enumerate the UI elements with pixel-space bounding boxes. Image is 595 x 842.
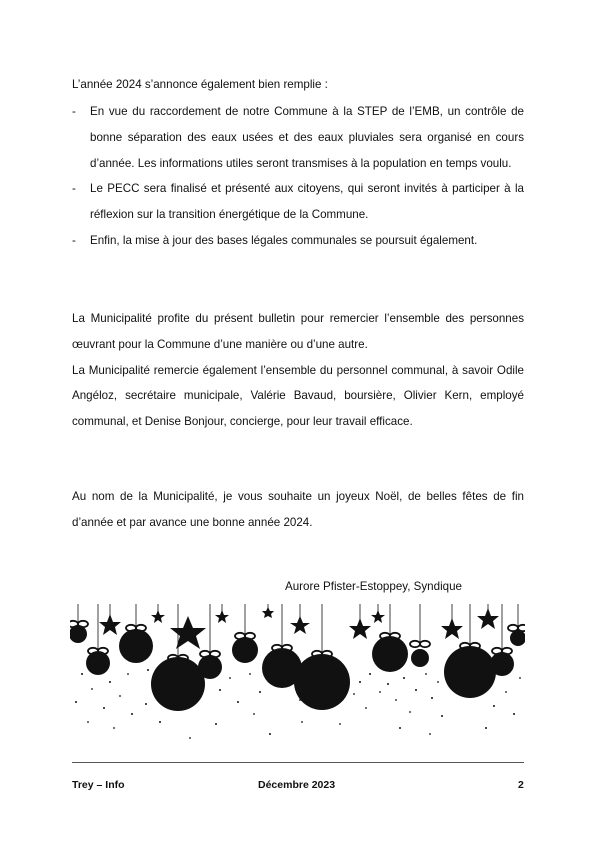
bullet-marker: -	[72, 233, 76, 247]
bullet-item	[72, 228, 524, 254]
intro-text: L’année 2024 s’annonce également bien remplie :	[72, 77, 328, 91]
paragraph-wishes: Au nom de la Municipalité, je vous souhaite un joyeux Noël, de belles fêtes de fin d’année et par avance une bonne année 2024.	[72, 490, 524, 529]
bullet-item	[72, 176, 524, 228]
bullet-marker: -	[72, 105, 76, 118]
bullet-marker: -	[72, 182, 76, 196]
page-number: 2	[518, 779, 524, 791]
bullet-list	[72, 99, 524, 254]
signature: Aurore Pfister-Estoppey, Syndique	[285, 579, 463, 593]
christmas-baubles-stars-icon	[70, 604, 525, 764]
bullet-text: En vue du raccordement de notre Commune à la STEP de l’EMB, un contrôle de bonne séparation des eaux usées et des eaux pluviales sera organisé en cours d’année. Les informations utiles seront transmises à la population en temps voulu.	[90, 105, 524, 170]
footer-divider	[72, 762, 524, 763]
wishes-section	[72, 484, 524, 536]
thanks-section	[72, 306, 524, 435]
paragraph-thanks: La Municipalité profite du présent bulletin pour remercier l’ensemble des personnes œuvrant pour la Commune d’une manière ou d’une autre.	[72, 312, 524, 351]
footer-publication: Trey – Info	[72, 779, 125, 791]
footer-date: Décembre 2023	[258, 779, 336, 791]
bullet-item	[72, 99, 524, 176]
bullet-text: Enfin, la mise à jour des bases légales communales se poursuit également.	[90, 233, 478, 247]
paragraph-staff: La Municipalité remercie également l’ensemble du personnel communal, à savoir Odile Angéloz, secrétaire municipale, Valérie Bavaud, boursière, Olivier Kern, employé communal, et Denise Bonjour, concierge, pour leur travail efficace.	[72, 363, 524, 429]
bullet-text: Le PECC sera finalisé et présenté aux citoyens, qui seront invités à participer à la réflexion sur la transition énergétique de la Commune.	[90, 182, 524, 222]
